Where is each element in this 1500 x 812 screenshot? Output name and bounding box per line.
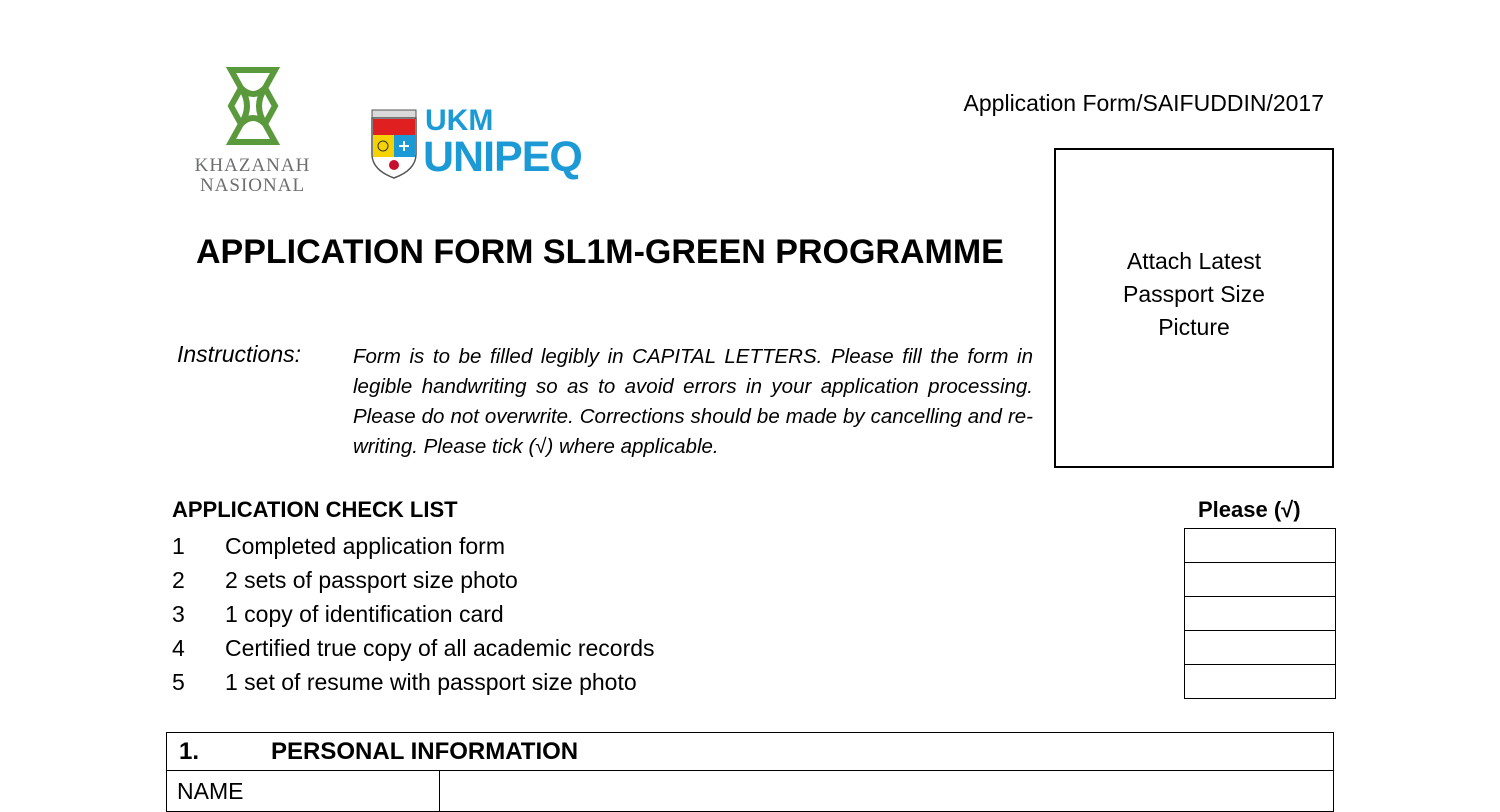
checklist-item xyxy=(172,632,655,666)
name-label: NAME xyxy=(167,771,440,811)
tick-checkbox[interactable] xyxy=(1185,597,1335,631)
checklist-item-label: Completed application form xyxy=(225,533,505,559)
checklist-item-number: 4 xyxy=(172,635,185,661)
khazanah-logo xyxy=(185,66,320,206)
tick-checkbox[interactable] xyxy=(1185,563,1335,597)
checklist-item-number: 1 xyxy=(172,533,185,559)
ukm-unipeq-logo xyxy=(368,106,598,181)
ukm-wordmark: UKM xyxy=(425,104,494,137)
khazanah-wordmark xyxy=(185,156,320,196)
tick-heading: Please (√) xyxy=(1198,497,1301,522)
checklist-item-number: 2 xyxy=(172,567,185,593)
tick-checkbox[interactable] xyxy=(1185,631,1335,665)
ukm-crest-icon xyxy=(368,108,420,180)
page-title: APPLICATION FORM SL1M-GREEN PROGRAMME xyxy=(196,233,1004,271)
khazanah-line2: NASIONAL xyxy=(199,175,306,196)
section-number: 1. xyxy=(179,737,200,765)
checklist-item-number: 5 xyxy=(172,669,185,695)
personal-information-table xyxy=(166,732,1334,812)
form-reference: Application Form/SAIFUDDIN/2017 xyxy=(963,90,1324,116)
checklist-item-label: 1 set of resume with passport size photo xyxy=(225,669,637,695)
checklist-item xyxy=(172,564,655,598)
checklist-item-label: Certified true copy of all academic records xyxy=(225,635,655,661)
checklist-item-label: 2 sets of passport size photo xyxy=(225,567,518,593)
photo-box-label: Attach Latest Passport Size Picture xyxy=(1123,247,1265,340)
checklist-item xyxy=(172,666,655,700)
khazanah-emblem-icon xyxy=(213,66,293,150)
unipeq-wordmark: UNIPEQ xyxy=(423,133,582,181)
name-field[interactable] xyxy=(440,771,1333,811)
checklist-heading: APPLICATION CHECK LIST xyxy=(172,497,458,522)
table-row xyxy=(167,771,1333,811)
section-heading xyxy=(167,733,1333,771)
tick-checkbox[interactable] xyxy=(1185,529,1335,563)
checklist-item-number: 3 xyxy=(172,601,185,627)
instructions-text: Form is to be filled legibly in CAPITAL LETTERS. Please fill the form in legible handwriting so as to avoid errors in your application processing. Please do not overwrite. Corrections should be made by cancelling and re-writing. Please tick (√) where applicable. xyxy=(353,345,1033,458)
section-title: PERSONAL INFORMATION xyxy=(271,737,579,765)
tick-checkbox[interactable] xyxy=(1185,665,1335,698)
checklist-item xyxy=(172,598,655,632)
tick-column xyxy=(1184,528,1336,699)
passport-photo-box[interactable] xyxy=(1054,148,1334,468)
checklist-item xyxy=(172,530,655,564)
khazanah-line1: KHAZANAH xyxy=(194,155,311,176)
instructions-label: Instructions: xyxy=(177,341,301,367)
checklist-item-label: 1 copy of identification card xyxy=(225,601,504,627)
checklist xyxy=(172,530,655,700)
